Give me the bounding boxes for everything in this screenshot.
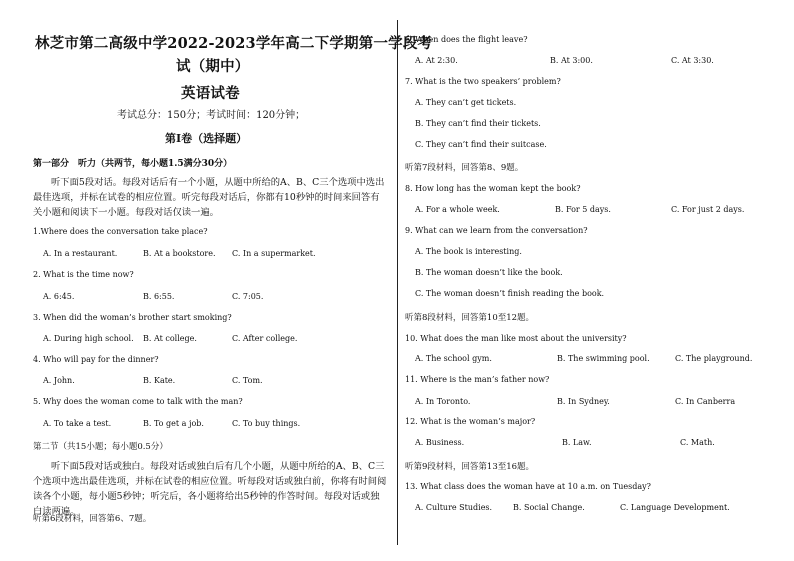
q7-option-c: C. They can’t find their suitcase.: [415, 140, 547, 149]
q6-option-c: C. At 3:30.: [671, 56, 714, 65]
q7-option-a: A. They can’t get tickets.: [415, 98, 517, 107]
question-3: 3. When did the woman’s brother start smoking?: [33, 313, 232, 322]
q5-option-b: B. To get a job.: [143, 419, 204, 428]
question-12: 12. What is the woman’s major?: [405, 417, 536, 426]
listening-note-7: 听第7段材料，回答第8、9题。: [405, 163, 524, 173]
question-8: 8. How long has the woman kept the book?: [405, 184, 581, 193]
q11-option-a: A. In Toronto.: [415, 397, 471, 406]
q3-option-c: C. After college.: [232, 334, 298, 343]
score-info: 考试总分：150分；考试时间：120分钟；: [117, 110, 306, 121]
volume-heading: 第I卷（选择题）: [165, 132, 248, 145]
question-6: 6. When does the flight leave?: [405, 35, 528, 44]
q6-option-a: A. At 2:30.: [415, 56, 458, 65]
q2-option-c: C. 7:05.: [232, 292, 264, 301]
q4-option-c: C. Tom.: [232, 376, 263, 385]
q10-option-c: C. The playground.: [675, 354, 753, 363]
question-10: 10. What does the man like most about the university?: [405, 334, 627, 343]
question-2: 2. What is the time now?: [33, 270, 134, 279]
q11-option-b: B. In Sydney.: [557, 397, 610, 406]
q7-option-b: B. They can’t find their tickets.: [415, 119, 541, 128]
question-11: 11. Where is the man’s father now?: [405, 375, 550, 384]
q8-option-b: B. For 5 days.: [555, 205, 611, 214]
question-13: 13. What class does the woman have at 10 a.m. on Tuesday?: [405, 482, 651, 491]
question-5: 5. Why does the woman come to talk with the man?: [33, 397, 243, 406]
q8-option-c: C. For just 2 days.: [671, 205, 745, 214]
q9-option-c: C. The woman doesn’t finish reading the book.: [415, 289, 605, 298]
q10-option-a: A. The school gym.: [415, 354, 492, 363]
question-7: 7. What is the two speakers’ problem?: [405, 77, 561, 86]
q6-option-b: B. At 3:00.: [550, 56, 593, 65]
column-divider: [397, 20, 398, 545]
question-4: 4. Who will pay for the dinner?: [33, 355, 159, 364]
q13-option-b: B. Social Change.: [513, 503, 585, 512]
q9-option-b: B. The woman doesn’t like the book.: [415, 268, 563, 277]
q13-option-a: A. Culture Studies.: [415, 503, 493, 512]
q2-option-a: A. 6:45.: [43, 292, 75, 301]
q3-option-b: B. At college.: [143, 334, 197, 343]
q5-option-c: C. To buy things.: [232, 419, 301, 428]
q2-option-b: B. 6:55.: [143, 292, 175, 301]
q5-option-a: A. To take a test.: [43, 419, 112, 428]
q4-option-a: A. John.: [43, 376, 75, 385]
q1-option-b: B. At a bookstore.: [143, 249, 216, 258]
q13-option-c: C. Language Development.: [620, 503, 730, 512]
listening-note-8: 听第8段材料，回答第10至12题。: [405, 313, 535, 323]
part1-instructions: 听下面5段对话。每段对话后有一个小题，从题中所给的A、B、C三个选项中选出最佳选项，并标在试卷的相应位置。听完每段对话后，你都有10秒钟的时间来回答有关小题和阅读下一小题。每段对话仅读一遍。: [33, 177, 385, 218]
exam-title-line2: 试（期中）: [176, 58, 250, 75]
question-1: 1.Where does the conversation take place?: [33, 227, 208, 236]
q8-option-a: A. For a whole week.: [415, 205, 500, 214]
exam-title-line1: 林芝市第二高级中学2022-2023学年高二下学期第一学段考: [35, 35, 433, 52]
part1-heading: 第一部分 听力（共两节，每小题1.5满分30分）: [33, 159, 233, 169]
part2-heading: 第二节（共15小题；每小题0.5分）: [33, 442, 168, 452]
part2-instructions: 听下面5段对话或独白。每段对话或独白后有几个小题，从题中所给的A、B、C三个选项中选出最佳选项，并标在试卷的相应位置。听每段对话或独白前，你将有时间阅读各个小题，每小题5秒钟；听完后，各小题将给出5秒钟的作答时间。每段对话或独白读两遍。: [33, 461, 387, 517]
q1-option-a: A. In a restaurant.: [43, 249, 118, 258]
exam-subject: 英语试卷: [181, 85, 240, 102]
q9-option-a: A. The book is interesting.: [415, 247, 522, 256]
q11-option-c: C. In Canberra: [675, 397, 736, 406]
q1-option-c: C. In a supermarket.: [232, 249, 316, 258]
q12-option-a: A. Business.: [415, 438, 465, 447]
q10-option-b: B. The swimming pool.: [557, 354, 650, 363]
q12-option-b: B. Law.: [562, 438, 592, 447]
q3-option-a: A. During high school.: [43, 334, 134, 343]
listening-note-6: 听第6段材料，回答第6、7题。: [33, 514, 152, 524]
question-9: 9. What can we learn from the conversation?: [405, 226, 588, 235]
listening-note-9: 听第9段材料，回答第13至16题。: [405, 462, 535, 472]
q4-option-b: B. Kate.: [143, 376, 176, 385]
q12-option-c: C. Math.: [680, 438, 715, 447]
